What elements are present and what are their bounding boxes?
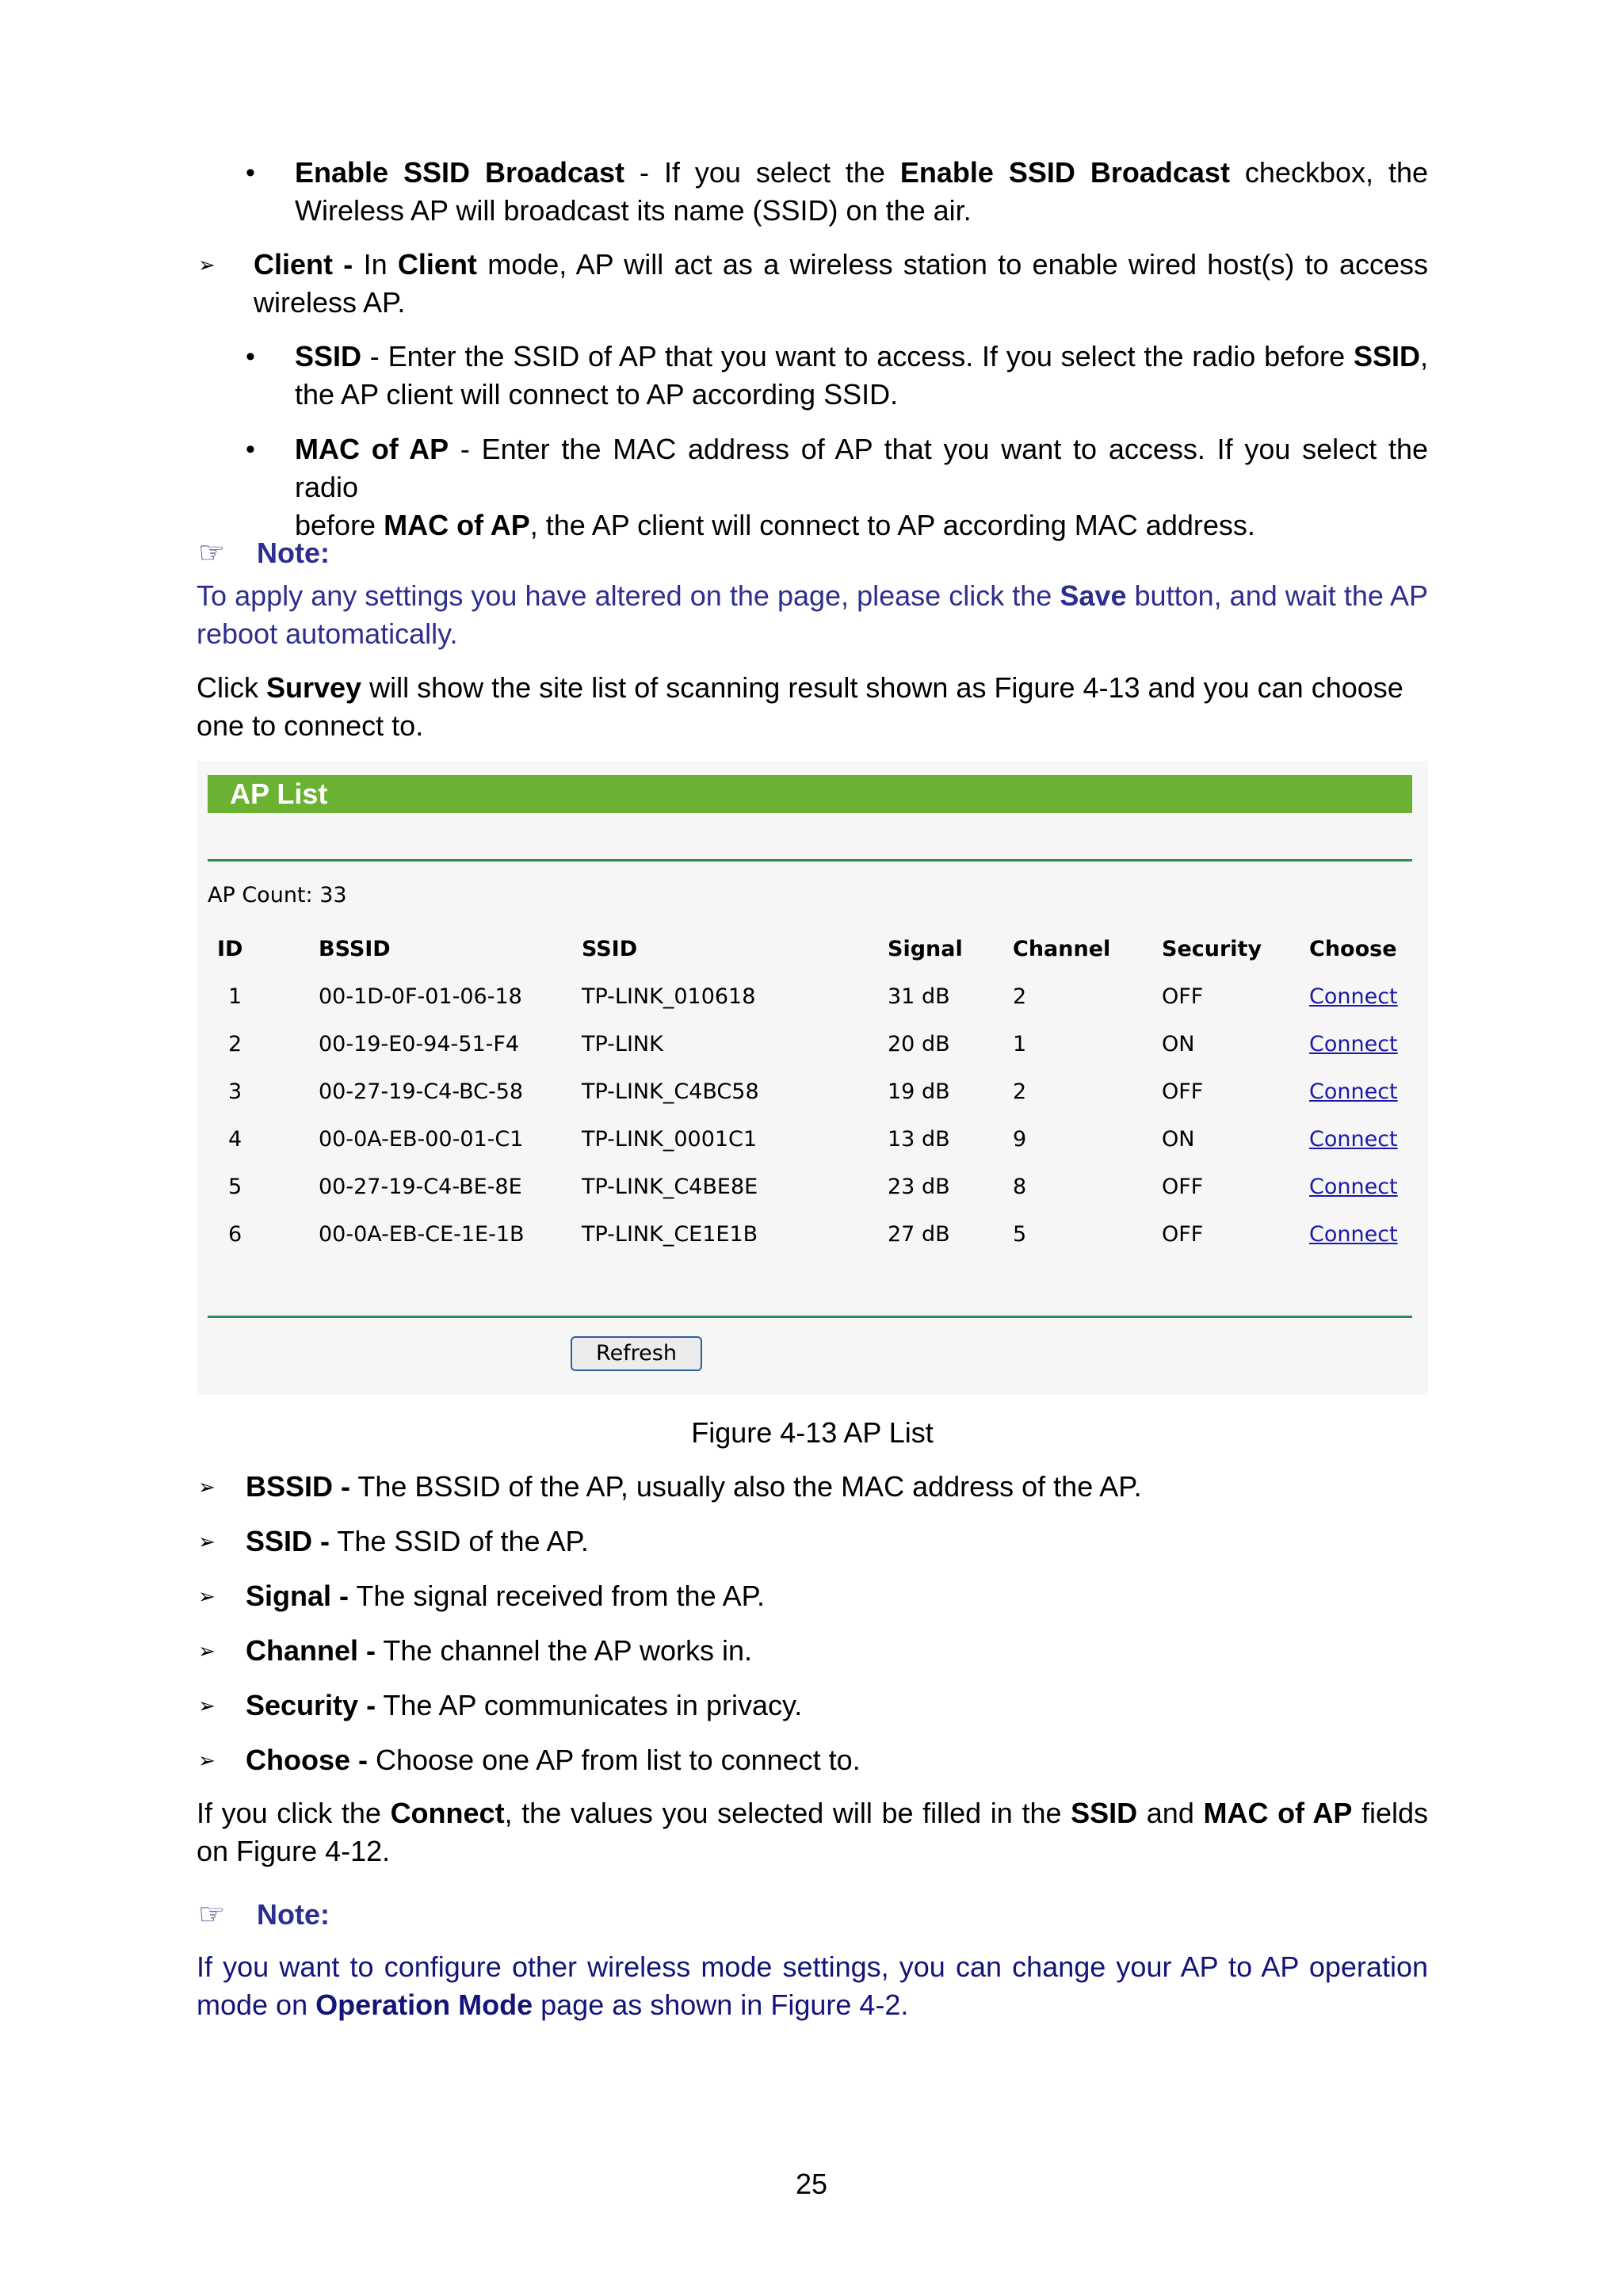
cell-security: ON <box>1162 1127 1195 1152</box>
cell-bssid: 00-19-E0-94-51-F4 <box>319 1032 520 1056</box>
cell-channel: 1 <box>1013 1032 1027 1056</box>
cell-signal: 23 dB <box>888 1175 950 1199</box>
divider <box>208 859 1412 861</box>
ap-count-label: AP Count: <box>208 883 313 907</box>
cell-bssid: 00-27-19-C4-BE-8E <box>319 1175 522 1199</box>
def-signal <box>246 1577 765 1615</box>
ap-count-value: 33 <box>319 883 347 907</box>
ap-list-header-bar <box>208 775 1412 813</box>
term: Enable SSID Broadcast <box>899 156 1230 189</box>
cell-ssid: TP-LINK_CE1E1B <box>582 1222 758 1247</box>
term: Connect <box>390 1797 505 1829</box>
connect-link[interactable]: Connect <box>1309 1222 1398 1247</box>
figure-caption: Figure 4-13 AP List <box>691 1416 934 1449</box>
bullet-dot-icon: • <box>246 342 255 372</box>
ssid-item <box>295 338 1428 414</box>
cell-signal: 31 dB <box>888 984 950 1009</box>
cell-security: OFF <box>1162 1222 1204 1247</box>
text: Choose one AP from list to connect to. <box>368 1744 861 1776</box>
term: MAC of AP <box>1203 1797 1353 1829</box>
text: page as shown in Figure 4-2. <box>533 1988 909 2021</box>
col-header-ssid: SSID <box>582 937 638 961</box>
cell-security: ON <box>1162 1032 1195 1056</box>
note-heading <box>198 533 330 572</box>
col-header-bssid: BSSID <box>319 937 391 961</box>
text: on Figure 4-12. <box>197 1835 391 1867</box>
def-ssid <box>246 1522 589 1561</box>
cell-channel: 2 <box>1013 984 1027 1009</box>
cell-bssid: 00-0A-EB-00-01-C1 <box>319 1127 524 1152</box>
note-label: Note: <box>257 537 330 569</box>
note-text <box>197 577 1428 653</box>
client-item <box>254 246 1428 322</box>
cell-channel: 8 <box>1013 1175 1027 1199</box>
cell-signal: 20 dB <box>888 1032 950 1056</box>
pointing-hand-icon: ☞ <box>198 535 226 570</box>
cell-channel: 9 <box>1013 1127 1027 1152</box>
text: The channel the AP works in. <box>376 1634 752 1667</box>
cell-security: OFF <box>1162 1175 1204 1199</box>
text: one to connect to. <box>197 709 424 742</box>
text: The signal received from the AP. <box>349 1580 765 1612</box>
page-number: 25 <box>795 2168 828 2200</box>
text: checkbox, the <box>1229 156 1428 189</box>
note-text <box>197 1948 1428 2024</box>
text: and <box>1137 1797 1204 1829</box>
text: mode, AP will act as a wireless station to enable wired host(s) to access <box>476 248 1428 281</box>
text: The AP communicates in privacy. <box>376 1689 803 1721</box>
divider <box>208 1316 1412 1318</box>
text: Wireless AP will broadcast its name (SSID) on the air. <box>295 194 972 227</box>
term: SSID <box>1071 1797 1138 1829</box>
term: Operation Mode <box>315 1988 533 2021</box>
def-choose <box>246 1741 861 1779</box>
cell-channel: 2 <box>1013 1079 1027 1104</box>
term: SSID <box>1353 340 1420 372</box>
ap-list-screenshot <box>197 761 1428 1395</box>
arrow-bullet-icon: ➢ <box>198 1748 216 1772</box>
text: the AP client will connect to AP according SSID. <box>295 378 899 411</box>
cell-id: 2 <box>228 1032 242 1056</box>
note-heading <box>198 1895 330 1934</box>
arrow-bullet-icon: ➢ <box>198 1694 216 1717</box>
term: Save <box>1060 579 1127 612</box>
text: Click <box>197 671 266 704</box>
term: Security - <box>246 1689 376 1721</box>
term: SSID <box>295 340 362 372</box>
arrow-bullet-icon: ➢ <box>198 253 216 277</box>
connect-link[interactable]: Connect <box>1309 1127 1398 1152</box>
cell-ssid: TP-LINK_C4BE8E <box>582 1175 758 1199</box>
term: Signal - <box>246 1580 349 1612</box>
term: Enable SSID Broadcast <box>295 156 625 189</box>
survey-paragraph <box>197 669 1428 745</box>
cell-id: 5 <box>228 1175 242 1199</box>
text: , the AP client will connect to AP according MAC address. <box>529 509 1255 541</box>
text: button, and wait the AP <box>1126 579 1428 612</box>
ap-count <box>208 880 347 911</box>
bullet-dot-icon: • <box>246 434 255 464</box>
arrow-bullet-icon: ➢ <box>198 1584 216 1608</box>
col-header-choose: Choose <box>1309 937 1397 961</box>
cell-id: 6 <box>228 1222 242 1247</box>
term: SSID - <box>246 1525 330 1557</box>
col-header-signal: Signal <box>888 937 963 961</box>
connect-link[interactable]: Connect <box>1309 1175 1398 1199</box>
connect-paragraph <box>197 1794 1428 1870</box>
arrow-bullet-icon: ➢ <box>198 1639 216 1663</box>
term: Survey <box>266 671 362 704</box>
cell-ssid: TP-LINK_0001C1 <box>582 1127 758 1152</box>
text: wireless AP. <box>254 286 406 319</box>
cell-signal: 27 dB <box>888 1222 950 1247</box>
cell-bssid: 00-0A-EB-CE-1E-1B <box>319 1222 525 1247</box>
col-header-channel: Channel <box>1013 937 1111 961</box>
arrow-bullet-icon: ➢ <box>198 1530 216 1553</box>
cell-id: 4 <box>228 1127 242 1152</box>
text: To apply any settings you have altered on the page, please click the <box>197 579 1060 612</box>
connect-link[interactable]: Connect <box>1309 1079 1398 1104</box>
col-header-id: ID <box>217 937 243 961</box>
refresh-button[interactable]: Refresh <box>571 1336 702 1371</box>
text: reboot automatically. <box>197 617 458 650</box>
connect-link[interactable]: Connect <box>1309 1032 1398 1056</box>
term: MAC of AP <box>384 509 530 541</box>
term: MAC of AP <box>295 433 449 465</box>
text: - If you select the <box>624 156 900 189</box>
cell-id: 3 <box>228 1079 242 1104</box>
note-label: Note: <box>257 1898 330 1931</box>
term: Client - <box>254 248 353 281</box>
mac-of-ap-item <box>295 430 1428 544</box>
text: , the values you selected will be filled in the <box>504 1797 1071 1829</box>
enable-ssid-broadcast-item <box>295 154 1428 230</box>
text: will show the site list of scanning result shown as Figure 4-13 and you can choose <box>361 671 1403 704</box>
def-channel <box>246 1632 752 1670</box>
cell-bssid: 00-1D-0F-01-06-18 <box>319 984 522 1009</box>
cell-channel: 5 <box>1013 1222 1027 1247</box>
text: - Enter the SSID of AP that you want to access. If you select the radio before <box>361 340 1354 372</box>
text: - Enter the MAC address of AP that you want to access. If you select the radio <box>295 433 1428 503</box>
text: If you click the <box>197 1797 391 1829</box>
cell-security: OFF <box>1162 1079 1204 1104</box>
cell-signal: 13 dB <box>888 1127 950 1152</box>
def-security <box>246 1687 802 1725</box>
col-header-security: Security <box>1162 937 1262 961</box>
text: In <box>353 248 398 281</box>
connect-link[interactable]: Connect <box>1309 984 1398 1009</box>
cell-ssid: TP-LINK <box>582 1032 663 1056</box>
arrow-bullet-icon: ➢ <box>198 1475 216 1499</box>
text: If you want to configure other wireless mode settings, you can change your AP to AP operation <box>197 1950 1428 1983</box>
text: , <box>1419 340 1428 372</box>
term: Choose - <box>246 1744 369 1776</box>
text: mode on <box>197 1988 316 2021</box>
cell-ssid: TP-LINK_C4BC58 <box>582 1079 759 1104</box>
cell-ssid: TP-LINK_010618 <box>582 984 756 1009</box>
cell-signal: 19 dB <box>888 1079 950 1104</box>
text: before <box>295 509 384 541</box>
term: BSSID - <box>246 1470 351 1503</box>
term: Client <box>397 248 477 281</box>
pointing-hand-icon: ☞ <box>198 1897 226 1931</box>
bullet-dot-icon: • <box>246 158 255 188</box>
ap-list-title: AP List <box>230 777 328 810</box>
text: fields <box>1352 1797 1429 1829</box>
text: The BSSID of the AP, usually also the MAC address of the AP. <box>350 1470 1142 1503</box>
text: The SSID of the AP. <box>330 1525 589 1557</box>
cell-security: OFF <box>1162 984 1204 1009</box>
def-bssid <box>246 1468 1142 1506</box>
cell-bssid: 00-27-19-C4-BC-58 <box>319 1079 524 1104</box>
term: Channel - <box>246 1634 376 1667</box>
cell-id: 1 <box>228 984 242 1009</box>
